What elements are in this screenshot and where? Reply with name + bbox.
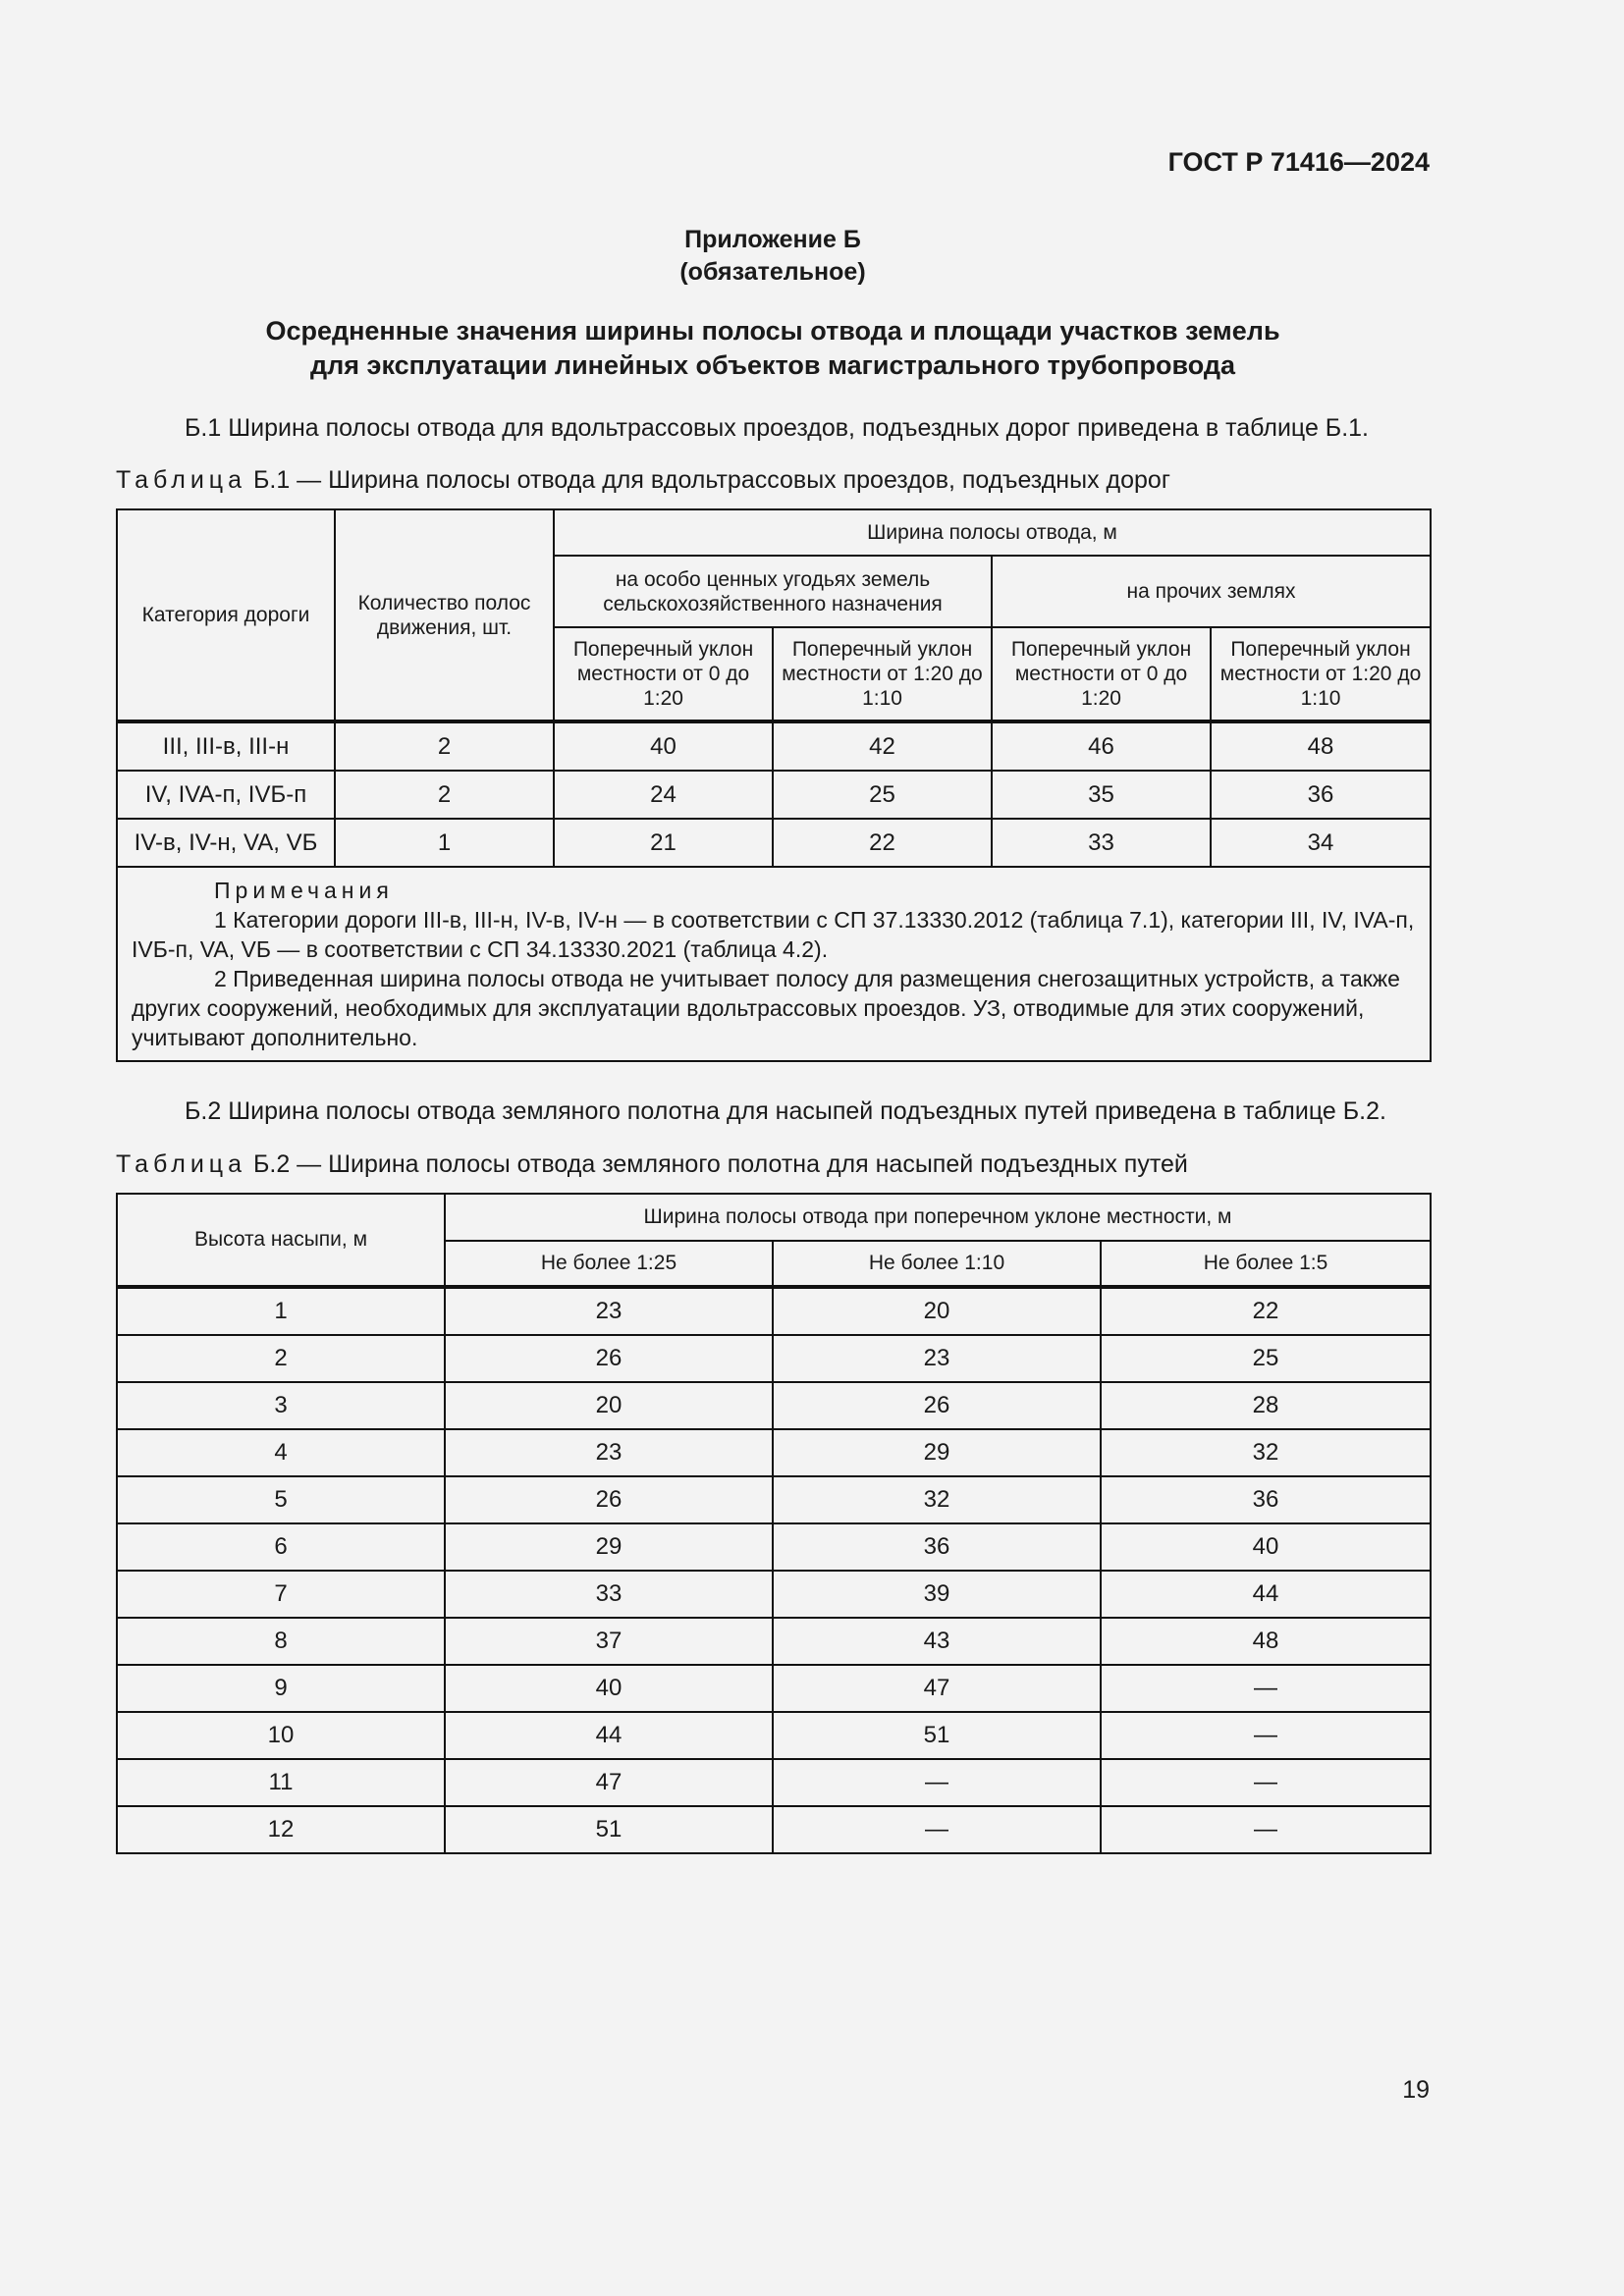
table-cell: 7 bbox=[117, 1571, 445, 1618]
table-row bbox=[117, 1571, 1431, 1618]
table-cell: 23 bbox=[445, 1287, 773, 1335]
table-cell: 25 bbox=[1101, 1335, 1431, 1382]
header-slope-b: Поперечный уклон местности от 1:20 до 1:10 bbox=[773, 627, 992, 721]
table-cell: 42 bbox=[773, 721, 992, 771]
table-cell: 8 bbox=[117, 1618, 445, 1665]
table-cell: 35 bbox=[992, 771, 1211, 819]
table1-caption-label: Таблица bbox=[116, 466, 247, 494]
table2-caption bbox=[116, 1150, 1188, 1179]
table-cell: 44 bbox=[445, 1712, 773, 1759]
table-cell: 23 bbox=[445, 1429, 773, 1476]
table-cell: 43 bbox=[773, 1618, 1101, 1665]
table-cell: 37 bbox=[445, 1618, 773, 1665]
table-row bbox=[117, 1476, 1431, 1523]
table-cell: 29 bbox=[773, 1429, 1101, 1476]
table-cell: 4 bbox=[117, 1429, 445, 1476]
header-valuable-lands: на особо ценных угодьях земель сельскохозяйственного назначения bbox=[554, 556, 992, 627]
header-height: Высота насыпи, м bbox=[117, 1194, 445, 1287]
header-category: Категория дороги bbox=[117, 509, 335, 721]
table-cell: 48 bbox=[1211, 721, 1431, 771]
table-cell: 26 bbox=[773, 1382, 1101, 1429]
table-row bbox=[117, 1806, 1431, 1853]
table-row bbox=[117, 819, 1431, 867]
table-cell: 44 bbox=[1101, 1571, 1431, 1618]
table-cell: III, III-в, III-н bbox=[117, 721, 335, 771]
table-cell: 33 bbox=[992, 819, 1211, 867]
table-cell: — bbox=[1101, 1665, 1431, 1712]
table-cell: IV-в, IV-н, VA, VБ bbox=[117, 819, 335, 867]
table-cell: 39 bbox=[773, 1571, 1101, 1618]
table-b2 bbox=[116, 1193, 1432, 1854]
table-cell: 23 bbox=[773, 1335, 1101, 1382]
table-cell: 40 bbox=[554, 721, 773, 771]
table-cell: 5 bbox=[117, 1476, 445, 1523]
table-cell: 34 bbox=[1211, 819, 1431, 867]
header-slope-d: Поперечный уклон местности от 1:20 до 1:10 bbox=[1211, 627, 1431, 721]
table-cell: — bbox=[1101, 1712, 1431, 1759]
table-cell: 51 bbox=[773, 1712, 1101, 1759]
notes-row bbox=[117, 867, 1431, 1061]
table-cell: 24 bbox=[554, 771, 773, 819]
table-row bbox=[117, 1382, 1431, 1429]
header-lanes: Количество полос движения, шт. bbox=[335, 509, 554, 721]
table-cell: 12 bbox=[117, 1806, 445, 1853]
table-row bbox=[117, 1665, 1431, 1712]
header-slope-1-25: Не более 1:25 bbox=[445, 1241, 773, 1287]
table-cell: 32 bbox=[773, 1476, 1101, 1523]
table-cell: 1 bbox=[335, 819, 554, 867]
table-cell: 20 bbox=[445, 1382, 773, 1429]
table-row bbox=[117, 1287, 1431, 1335]
table-cell: 2 bbox=[335, 771, 554, 819]
table-cell: 47 bbox=[773, 1665, 1101, 1712]
header-other-lands: на прочих землях bbox=[992, 556, 1431, 627]
table-cell: 22 bbox=[1101, 1287, 1431, 1335]
table-row bbox=[117, 1712, 1431, 1759]
paragraph-b2: Б.2 Ширина полосы отвода земляного полотна для насыпей подъездных путей приведена в таблице Б.2. bbox=[185, 1097, 1386, 1125]
table-row bbox=[117, 1335, 1431, 1382]
table-cell: 29 bbox=[445, 1523, 773, 1571]
table-cell: 1 bbox=[117, 1287, 445, 1335]
table-cell: 22 bbox=[773, 819, 992, 867]
table-cell: 40 bbox=[445, 1665, 773, 1712]
table-cell: 21 bbox=[554, 819, 773, 867]
table-cell: — bbox=[773, 1759, 1101, 1806]
table-cell: 51 bbox=[445, 1806, 773, 1853]
table-cell: 6 bbox=[117, 1523, 445, 1571]
table-cell: 36 bbox=[1101, 1476, 1431, 1523]
table-row bbox=[117, 1523, 1431, 1571]
table-cell: 3 bbox=[117, 1382, 445, 1429]
table-row bbox=[117, 1618, 1431, 1665]
header-slope-1-10: Не более 1:10 bbox=[773, 1241, 1101, 1287]
header-slope-1-5: Не более 1:5 bbox=[1101, 1241, 1431, 1287]
annex-subtitle: (обязательное) bbox=[679, 258, 866, 286]
table-cell: 48 bbox=[1101, 1618, 1431, 1665]
table-cell: — bbox=[1101, 1759, 1431, 1806]
table-cell: 10 bbox=[117, 1712, 445, 1759]
document-code: ГОСТ Р 71416—2024 bbox=[1167, 147, 1430, 177]
paragraph-b1: Б.1 Ширина полосы отвода для вдольтрассовых проездов, подъездных дорог приведена в таблице Б.1. bbox=[185, 414, 1369, 442]
main-title-line1: Осредненные значения ширины полосы отвода и площади участков земель bbox=[265, 316, 1280, 346]
table-row bbox=[117, 721, 1431, 771]
table-cell: 40 bbox=[1101, 1523, 1431, 1571]
note-2: 2 Приведенная ширина полосы отвода не учитывает полосу для размещения снегозащитных устройств, а также других сооружений, необходимых для эксплуатации вдольтрассовых проездов. УЗ, отводимые для этих сооружений, учитывают дополнительно. bbox=[132, 966, 1400, 1050]
header-slope-c: Поперечный уклон местности от 0 до 1:20 bbox=[992, 627, 1211, 721]
table1-caption-text: Б.1 — Ширина полосы отвода для вдольтрассовых проездов, подъездных дорог bbox=[252, 466, 1170, 494]
table-cell: 32 bbox=[1101, 1429, 1431, 1476]
table-row bbox=[117, 771, 1431, 819]
main-title bbox=[116, 314, 1430, 383]
table-cell: 2 bbox=[117, 1335, 445, 1382]
table-cell: 33 bbox=[445, 1571, 773, 1618]
table1-caption bbox=[116, 466, 1170, 495]
table-row bbox=[117, 1429, 1431, 1476]
table-cell: 26 bbox=[445, 1335, 773, 1382]
table-cell: 25 bbox=[773, 771, 992, 819]
table-cell: 46 bbox=[992, 721, 1211, 771]
table-cell: 11 bbox=[117, 1759, 445, 1806]
notes-cell bbox=[117, 867, 1431, 1061]
table-cell: 2 bbox=[335, 721, 554, 771]
table-cell: 28 bbox=[1101, 1382, 1431, 1429]
notes-label: Примечания bbox=[214, 878, 394, 903]
table-cell: 26 bbox=[445, 1476, 773, 1523]
table-cell: 47 bbox=[445, 1759, 773, 1806]
table2-caption-text: Б.2 — Ширина полосы отвода земляного полотна для насыпей подъездных путей bbox=[252, 1150, 1188, 1178]
table-cell: 9 bbox=[117, 1665, 445, 1712]
table-cell: 36 bbox=[773, 1523, 1101, 1571]
table2-caption-label: Таблица bbox=[116, 1150, 247, 1178]
annex-title: Приложение Б bbox=[684, 226, 861, 253]
table-cell: — bbox=[1101, 1806, 1431, 1853]
table-cell: IV, IVA-п, IVБ-п bbox=[117, 771, 335, 819]
header-width: Ширина полосы отвода, м bbox=[554, 509, 1431, 556]
table-b1 bbox=[116, 508, 1432, 1062]
header-width: Ширина полосы отвода при поперечном уклоне местности, м bbox=[445, 1194, 1431, 1241]
annex-heading bbox=[116, 224, 1430, 289]
note-1: 1 Категории дороги III-в, III-н, IV-в, IV-н — в соответствии с СП 37.13330.2012 (таблица 7.1), категории III, IV, IVA-п, IVБ-п, VA, VБ — в соответствии с СП 34.13330.2021 (таблица 4.2). bbox=[132, 907, 1415, 962]
table-cell: — bbox=[773, 1806, 1101, 1853]
table-cell: 20 bbox=[773, 1287, 1101, 1335]
table-cell: 36 bbox=[1211, 771, 1431, 819]
page-number: 19 bbox=[1402, 2076, 1430, 2104]
main-title-line2: для эксплуатации линейных объектов магистрального трубопровода bbox=[309, 350, 1236, 380]
table-row bbox=[117, 1759, 1431, 1806]
header-slope-a: Поперечный уклон местности от 0 до 1:20 bbox=[554, 627, 773, 721]
